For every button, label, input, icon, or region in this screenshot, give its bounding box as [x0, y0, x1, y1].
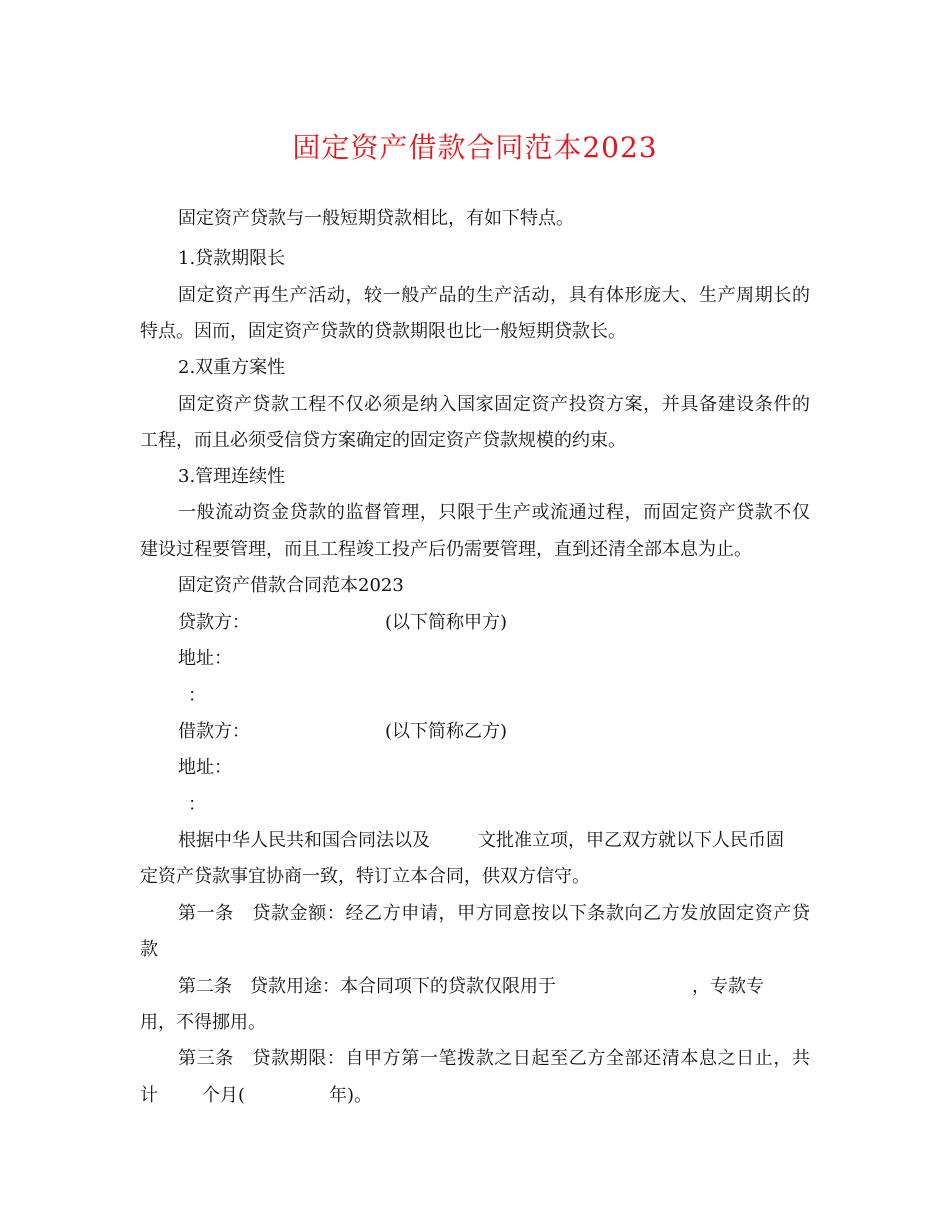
contract-title: 固定资产借款合同范本2023 [178, 575, 404, 596]
feature3-line2: 建设过程要管理，而且工程竣工投产后仍需要管理，直到还清全部本息为止。 [140, 539, 752, 560]
feature3-heading: 3.管理连续性 [178, 466, 286, 487]
intro-paragraph: 固定资产贷款与一般短期贷款相比，有如下特点。 [178, 208, 574, 229]
borrower-note: (以下简称乙方) [385, 721, 508, 742]
borrower-address-label: 地址： [178, 757, 232, 778]
lender-address-label: 地址： [178, 648, 232, 669]
feature2-heading: 2.双重方案性 [178, 357, 286, 378]
article3-part1: 计 [140, 1085, 158, 1106]
lender-colon: ： [188, 685, 206, 706]
basis-line1 [178, 828, 858, 854]
lender-label: 贷款方： [178, 612, 250, 633]
feature1-heading: 1.贷款期限长 [178, 248, 286, 269]
article3-line2 [140, 1083, 820, 1109]
feature2-line2: 工程，而且必须受信贷方案确定的固定资产贷款规模的约束。 [140, 430, 626, 451]
borrower-label: 借款方： [178, 721, 250, 742]
article3-part3: 年)。 [329, 1085, 373, 1106]
basis-line2: 定资产贷款事宜协商一致，特订立本合同，供双方信守。 [140, 866, 590, 887]
basis-part2: 文批准立项，甲乙双方就以下人民币固 [478, 830, 784, 851]
article3-part2: 个月( [202, 1085, 246, 1106]
article2-line2: 用，不得挪用。 [140, 1012, 266, 1033]
document-title: 固定资产借款合同范本2023 [292, 131, 658, 164]
lender-note: (以下简称甲方) [385, 612, 508, 633]
borrower-colon: ： [188, 794, 206, 815]
article3-line1: 第三条 贷款期限：自甲方第一笔拨款之日起至乙方全部还清本息之日止，共 [178, 1048, 810, 1069]
article2-part2: ，专款专 [692, 976, 764, 997]
article2-line1 [178, 974, 858, 1000]
feature2-line1: 固定资产贷款工程不仅必须是纳入国家固定资产投资方案，并具备建设条件的 [178, 394, 810, 415]
basis-part1: 根据中华人民共和国合同法以及 [178, 830, 430, 851]
article1-line2: 款 [140, 939, 158, 960]
article2-part1: 第二条 贷款用途：本合同项下的贷款仅限用于 [178, 976, 556, 997]
feature3-line1: 一般流动资金贷款的监督管理，只限于生产或流通过程，而固定资产贷款不仅 [178, 502, 810, 523]
feature1-line1: 固定资产再生产活动，较一般产品的生产活动，具有体形庞大、生产周期长的 [178, 285, 810, 306]
feature1-line2: 特点。因而，固定资产贷款的贷款期限也比一般短期贷款长。 [140, 321, 626, 342]
article1-line1: 第一条 贷款金额：经乙方申请，甲方同意按以下条款向乙方发放固定资产贷 [178, 903, 810, 924]
